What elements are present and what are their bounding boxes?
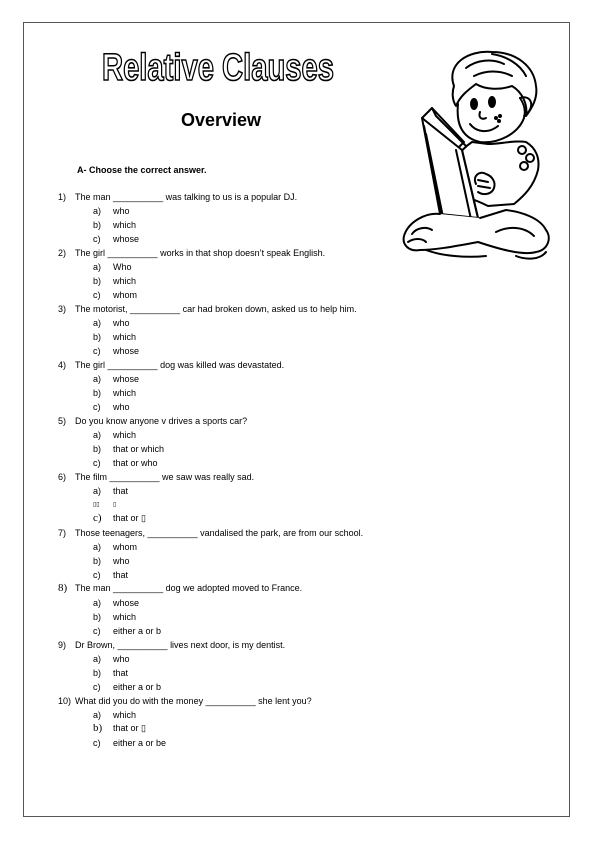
option-5b[interactable] xyxy=(93,444,164,455)
option-8a[interactable] xyxy=(93,598,139,609)
option-1b[interactable] xyxy=(93,220,136,231)
option-text: that or ▯ xyxy=(113,513,146,523)
question-number: 8) xyxy=(58,582,68,594)
option-text: whom xyxy=(113,542,138,552)
option-text: which xyxy=(113,276,137,286)
option-label: b) xyxy=(93,388,102,398)
option-text: that xyxy=(113,668,129,678)
option-text: whose xyxy=(113,346,140,356)
option-label: a) xyxy=(93,374,102,384)
option-7a[interactable] xyxy=(93,542,137,553)
option-text: either a or be xyxy=(113,738,167,748)
question-text: What did you do with the money __________ she lent you? xyxy=(75,696,312,706)
option-label: b) xyxy=(93,722,103,734)
option-text: either a or b xyxy=(113,626,162,636)
option-10c[interactable] xyxy=(93,738,166,749)
option-3c[interactable] xyxy=(93,346,139,357)
option-label: c) xyxy=(93,682,101,692)
question-text: Those teenagers, __________ vandalised the park, are from our school. xyxy=(75,528,364,538)
option-text: who xyxy=(113,556,130,566)
question-text: The man __________ dog we adopted moved to France. xyxy=(75,583,303,593)
worksheet-title xyxy=(98,40,338,90)
option-9a[interactable] xyxy=(93,654,130,665)
option-label: c) xyxy=(93,402,101,412)
option-label: a) xyxy=(93,598,102,608)
option-text: that xyxy=(113,486,129,496)
question-text: The girl __________ dog was killed was devastated. xyxy=(75,360,285,370)
question-6 xyxy=(58,472,254,483)
title-outline-text: Relative Clauses xyxy=(102,47,334,89)
option-text: that or ▯ xyxy=(113,723,146,733)
option-text: either a or b xyxy=(113,682,162,692)
option-6c[interactable] xyxy=(93,513,146,524)
option-text: whose xyxy=(113,374,140,384)
question-4 xyxy=(58,360,284,371)
option-label: a) xyxy=(93,654,102,664)
option-2c[interactable] xyxy=(93,290,137,301)
option-4c[interactable] xyxy=(93,402,130,413)
option-7b[interactable] xyxy=(93,556,130,567)
question-9 xyxy=(58,640,285,651)
option-label: b) xyxy=(93,276,102,286)
option-2a[interactable] xyxy=(93,262,132,273)
option-label: b) xyxy=(93,612,102,622)
question-1 xyxy=(58,192,297,203)
option-text: which xyxy=(113,430,137,440)
boy-reading-book-icon xyxy=(396,46,556,270)
question-10 xyxy=(58,696,312,707)
option-label: a) xyxy=(93,318,102,328)
option-label: c) xyxy=(93,290,101,300)
option-6b[interactable] xyxy=(93,500,116,511)
option-text: which xyxy=(113,332,137,342)
option-text: who xyxy=(113,318,130,328)
instruction: A- Choose the correct answer. xyxy=(77,165,207,175)
question-number: 4) xyxy=(58,360,67,370)
question-3 xyxy=(58,304,357,315)
option-label: ▯▯ xyxy=(93,502,100,508)
question-number: 1) xyxy=(58,192,67,202)
option-text: who xyxy=(113,654,130,664)
option-text: which xyxy=(113,388,137,398)
question-number: 2) xyxy=(58,248,67,258)
option-3b[interactable] xyxy=(93,332,136,343)
option-9b[interactable] xyxy=(93,668,128,679)
option-text: whose xyxy=(113,598,140,608)
option-1a[interactable] xyxy=(93,206,130,217)
option-8c[interactable] xyxy=(93,626,161,637)
option-label: b) xyxy=(93,332,102,342)
question-number: 9) xyxy=(58,640,67,650)
option-5a[interactable] xyxy=(93,430,136,441)
option-7c[interactable] xyxy=(93,570,128,581)
option-label: b) xyxy=(93,556,102,566)
option-label: c) xyxy=(93,458,101,468)
option-4b[interactable] xyxy=(93,388,136,399)
option-8b[interactable] xyxy=(93,612,136,623)
option-10b[interactable] xyxy=(93,723,146,734)
option-label: c) xyxy=(93,626,101,636)
question-number: 6) xyxy=(58,472,67,482)
option-label: b) xyxy=(93,220,102,230)
option-2b[interactable] xyxy=(93,276,136,287)
option-text: that xyxy=(113,570,129,580)
option-5c[interactable] xyxy=(93,458,158,469)
option-label: c) xyxy=(93,738,101,748)
option-label: a) xyxy=(93,486,102,496)
option-label: b) xyxy=(93,668,102,678)
option-9c[interactable] xyxy=(93,682,161,693)
option-text: that or which xyxy=(113,444,165,454)
option-label: c) xyxy=(93,234,101,244)
question-text: Dr Brown, __________ lives next door, is my dentist. xyxy=(75,640,286,650)
option-6a[interactable] xyxy=(93,486,128,497)
option-text: who xyxy=(113,402,130,412)
option-label: b) xyxy=(93,444,102,454)
option-text: which xyxy=(113,612,137,622)
option-label: a) xyxy=(93,542,102,552)
option-text: whose xyxy=(113,234,140,244)
option-4a[interactable] xyxy=(93,374,139,385)
question-number: 7) xyxy=(58,528,67,538)
option-label: a) xyxy=(93,430,102,440)
question-text: The girl __________ works in that shop doesn’t speak English. xyxy=(75,248,326,258)
question-8 xyxy=(58,583,302,594)
option-text: Who xyxy=(113,262,132,272)
option-label: c) xyxy=(93,512,102,524)
question-text: Do you know anyone v drives a sports car? xyxy=(75,416,248,426)
question-number: 10) xyxy=(58,696,72,706)
question-number: 5) xyxy=(58,416,67,426)
question-5 xyxy=(58,416,247,427)
subtitle: Overview xyxy=(180,110,262,130)
question-text: The motorist, __________ car had broken down, asked us to help him. xyxy=(75,304,357,314)
question-number: 3) xyxy=(58,304,67,314)
option-label: a) xyxy=(93,710,102,720)
question-7 xyxy=(58,528,363,539)
option-1c[interactable] xyxy=(93,234,139,245)
option-10a[interactable] xyxy=(93,710,136,721)
option-label: c) xyxy=(93,346,101,356)
option-text: which xyxy=(113,710,137,720)
option-label: a) xyxy=(93,206,102,216)
option-text: whom xyxy=(113,290,138,300)
question-text: The film __________ we saw was really sad. xyxy=(75,472,255,482)
option-label: c) xyxy=(93,570,101,580)
option-3a[interactable] xyxy=(93,318,130,329)
option-text: which xyxy=(113,220,137,230)
question-2 xyxy=(58,248,325,259)
option-text: that or who xyxy=(113,458,158,468)
option-label: a) xyxy=(93,262,102,272)
question-text: The man __________ was talking to us is a popular DJ. xyxy=(75,192,298,202)
option-text: ▯ xyxy=(113,502,117,508)
option-text: who xyxy=(113,206,130,216)
